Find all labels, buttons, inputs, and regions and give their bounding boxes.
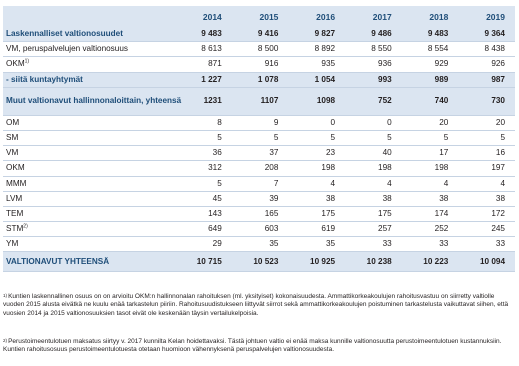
value-cell-2018: 10 223 <box>402 252 459 272</box>
row-label-text: OM <box>6 117 20 127</box>
table-row <box>3 176 515 191</box>
value-cell-2017: 33 <box>345 237 402 252</box>
table-row <box>3 206 515 221</box>
value-cell-2018: 989 <box>402 72 459 87</box>
row-label-text: Laskennalliset valtionosuudet <box>6 29 123 39</box>
value-cell-2017: 936 <box>345 57 402 72</box>
table-row <box>3 191 515 206</box>
row-label-text: SM <box>6 133 19 143</box>
value-cell-2014: 45 <box>175 191 232 206</box>
value-cell-2014: 143 <box>175 206 232 221</box>
value-cell-2015: 5 <box>232 130 289 145</box>
row-label <box>3 27 175 42</box>
value-cell-2016: 619 <box>288 222 345 237</box>
row-label-text: VM, peruspalvelujen valtionosuus <box>6 44 128 54</box>
value-cell-2019: 4 <box>458 176 515 191</box>
value-cell-2017: 993 <box>345 72 402 87</box>
value-cell-2014: 29 <box>175 237 232 252</box>
row-label-text: OKM <box>6 163 25 173</box>
value-cell-2019: 5 <box>458 130 515 145</box>
row-label <box>3 237 175 252</box>
value-cell-2016: 198 <box>288 161 345 176</box>
value-cell-2015: 8 500 <box>232 42 289 57</box>
value-cell-2015: 9 <box>232 115 289 130</box>
row-label-text: TEM <box>6 208 24 218</box>
value-cell-2018: 4 <box>402 176 459 191</box>
value-cell-2016: 35 <box>288 237 345 252</box>
value-cell-2019: 926 <box>458 57 515 72</box>
row-label <box>3 57 175 72</box>
row-label <box>3 42 175 57</box>
value-cell-2019: 9 364 <box>458 27 515 42</box>
value-cell-2015: 165 <box>232 206 289 221</box>
row-label-text: OKM <box>6 59 25 69</box>
value-cell-2019: 197 <box>458 161 515 176</box>
value-cell-2017: 175 <box>345 206 402 221</box>
value-cell-2019: 245 <box>458 222 515 237</box>
header-year-2017: 2017 <box>345 6 402 27</box>
value-cell-2019: 172 <box>458 206 515 221</box>
table-row <box>3 237 515 252</box>
row-label <box>3 176 175 191</box>
row-label <box>3 87 182 115</box>
value-cell-2016: 9 827 <box>288 27 345 42</box>
value-cell-2015: 603 <box>232 222 289 237</box>
value-cell-2017: 9 486 <box>345 27 402 42</box>
value-cell-2016: 935 <box>288 57 345 72</box>
value-cell-2016: 8 892 <box>288 42 345 57</box>
value-cell-2018: 8 554 <box>402 42 459 57</box>
value-cell-2019: 10 094 <box>458 252 515 272</box>
value-cell-2014: 1 227 <box>175 72 232 87</box>
table-row <box>3 115 515 130</box>
value-cell-2018: 174 <box>402 206 459 221</box>
row-label <box>3 222 175 237</box>
value-cell-2017: 38 <box>345 191 402 206</box>
table-row <box>3 72 515 87</box>
table-row <box>3 130 515 145</box>
value-cell-2018: 740 <box>402 87 459 115</box>
table-row <box>3 222 515 237</box>
row-label <box>3 191 175 206</box>
value-cell-2017: 5 <box>345 130 402 145</box>
value-cell-2017: 0 <box>345 115 402 130</box>
header-year-2019: 2019 <box>458 6 515 27</box>
footnote-ref: 1) <box>24 58 30 65</box>
row-label-text: STM <box>6 224 24 234</box>
value-cell-2016: 23 <box>288 146 345 161</box>
footnote-1-text: Kuntien laskennallinen osuus on on arvioitu OKM:n hallinnonalan rahoituksen (ml. yksityiset) kokonaisuudesta. Ammattikorkeakoulujen rahoitusvastuu on siirretty valtiolle vuoden 2015 alusta eivätkä ne kuulu enää tarkastelun piiriin. Rahoitusuudistukseen liittyvät siirrot sekä ammattikorkeakoulujen poistuminen tarkastelusta vaikuttavat siihen, että vuosien 2014 ja 2015 valtionosuuksien tasot eivät ole keskenään täysin vertailukelpoisia. <box>3 293 509 317</box>
value-cell-2014: 871 <box>175 57 232 72</box>
value-cell-2014: 8 <box>175 115 232 130</box>
value-cell-2019: 16 <box>458 146 515 161</box>
table-row <box>3 146 515 161</box>
value-cell-2017: 8 550 <box>345 42 402 57</box>
value-cell-2016: 10 925 <box>288 252 345 272</box>
value-cell-2018: 198 <box>402 161 459 176</box>
value-cell-2017: 4 <box>345 176 402 191</box>
value-cell-2019: 20 <box>458 115 515 130</box>
value-cell-2015: 9 416 <box>232 27 289 42</box>
value-cell-2017: 40 <box>345 146 402 161</box>
value-cell-2015: 1107 <box>232 87 289 115</box>
value-cell-2019: 8 438 <box>458 42 515 57</box>
value-cell-2018: 20 <box>402 115 459 130</box>
value-cell-2016: 4 <box>288 176 345 191</box>
value-cell-2014: 5 <box>175 176 232 191</box>
footnote-ref: 2) <box>23 223 28 230</box>
value-cell-2014: 10 715 <box>175 252 232 272</box>
value-cell-2014: 36 <box>175 146 232 161</box>
value-cell-2019: 33 <box>458 237 515 252</box>
footnote-2-text: Perustoimeentulotuen maksatus siirtyy v. 2017 kunnilta Kelan hoidettavaksi. Tästä johtuen valtio ei enää maksa kunnille valtionosuutta perustoimeentulotuen kustannuksiin. Kuntien rahoitusosuus perustoimeentulotuesta otetaan huomioon vähennyksenä peruspalvelujen valtionosuudesta. <box>3 338 502 354</box>
value-cell-2015: 7 <box>232 176 289 191</box>
row-label <box>3 72 175 87</box>
table-row <box>3 57 515 72</box>
header-year-2016: 2016 <box>288 6 345 27</box>
row-label-text: Muut valtionavut hallinnonaloittain, yhteensä <box>6 96 182 106</box>
value-cell-2014: 5 <box>175 130 232 145</box>
table-row <box>3 252 515 272</box>
value-cell-2016: 1098 <box>288 87 345 115</box>
row-label-text: VALTIONAVUT YHTEENSÄ <box>6 256 110 266</box>
value-cell-2015: 208 <box>232 161 289 176</box>
value-cell-2014: 8 613 <box>175 42 232 57</box>
value-cell-2015: 39 <box>232 191 289 206</box>
row-label <box>3 130 175 145</box>
value-cell-2018: 929 <box>402 57 459 72</box>
value-cell-2018: 38 <box>402 191 459 206</box>
value-cell-2016: 1 054 <box>288 72 345 87</box>
value-cell-2019: 987 <box>458 72 515 87</box>
header-year-2018: 2018 <box>402 6 459 27</box>
value-cell-2018: 9 483 <box>402 27 459 42</box>
value-cell-2017: 10 238 <box>345 252 402 272</box>
value-cell-2016: 38 <box>288 191 345 206</box>
value-cell-2014: 9 483 <box>175 27 232 42</box>
header-row <box>3 6 515 27</box>
row-label-text: LVM <box>6 193 23 203</box>
value-cell-2017: 257 <box>345 222 402 237</box>
row-label-text: VM <box>6 148 19 158</box>
row-label <box>3 206 175 221</box>
row-label <box>3 146 175 161</box>
value-cell-2018: 252 <box>402 222 459 237</box>
row-label <box>3 161 175 176</box>
table-body <box>3 27 515 272</box>
value-cell-2014: 649 <box>175 222 232 237</box>
value-cell-2015: 1 078 <box>232 72 289 87</box>
value-cell-2014: 312 <box>175 161 232 176</box>
footnote-2-mark: 2) <box>3 338 8 343</box>
value-cell-2016: 175 <box>288 206 345 221</box>
table-row <box>3 87 515 115</box>
value-cell-2019: 730 <box>458 87 515 115</box>
value-cell-2015: 35 <box>232 237 289 252</box>
footnote-2 <box>3 338 515 355</box>
table-row <box>3 161 515 176</box>
table-row <box>3 42 515 57</box>
value-cell-2014: 1231 <box>175 87 232 115</box>
footnote-1-mark: 1) <box>3 293 8 298</box>
row-label-text: - siitä kuntayhtymät <box>6 74 83 84</box>
header-label-cell <box>3 6 175 27</box>
value-cell-2018: 5 <box>402 130 459 145</box>
value-cell-2017: 752 <box>345 87 402 115</box>
value-cell-2015: 37 <box>232 146 289 161</box>
row-label-text: YM <box>6 239 19 249</box>
value-cell-2017: 198 <box>345 161 402 176</box>
subsidies-table <box>3 6 515 272</box>
value-cell-2019: 38 <box>458 191 515 206</box>
row-label <box>3 115 175 130</box>
value-cell-2016: 0 <box>288 115 345 130</box>
value-cell-2018: 33 <box>402 237 459 252</box>
footnote-1 <box>3 293 515 318</box>
value-cell-2015: 916 <box>232 57 289 72</box>
header-year-2015: 2015 <box>232 6 289 27</box>
value-cell-2016: 5 <box>288 130 345 145</box>
row-label-text: MMM <box>6 178 27 188</box>
table-row <box>3 27 515 42</box>
value-cell-2018: 17 <box>402 146 459 161</box>
header-year-2014: 2014 <box>175 6 232 27</box>
value-cell-2015: 10 523 <box>232 252 289 272</box>
row-label <box>3 252 175 272</box>
